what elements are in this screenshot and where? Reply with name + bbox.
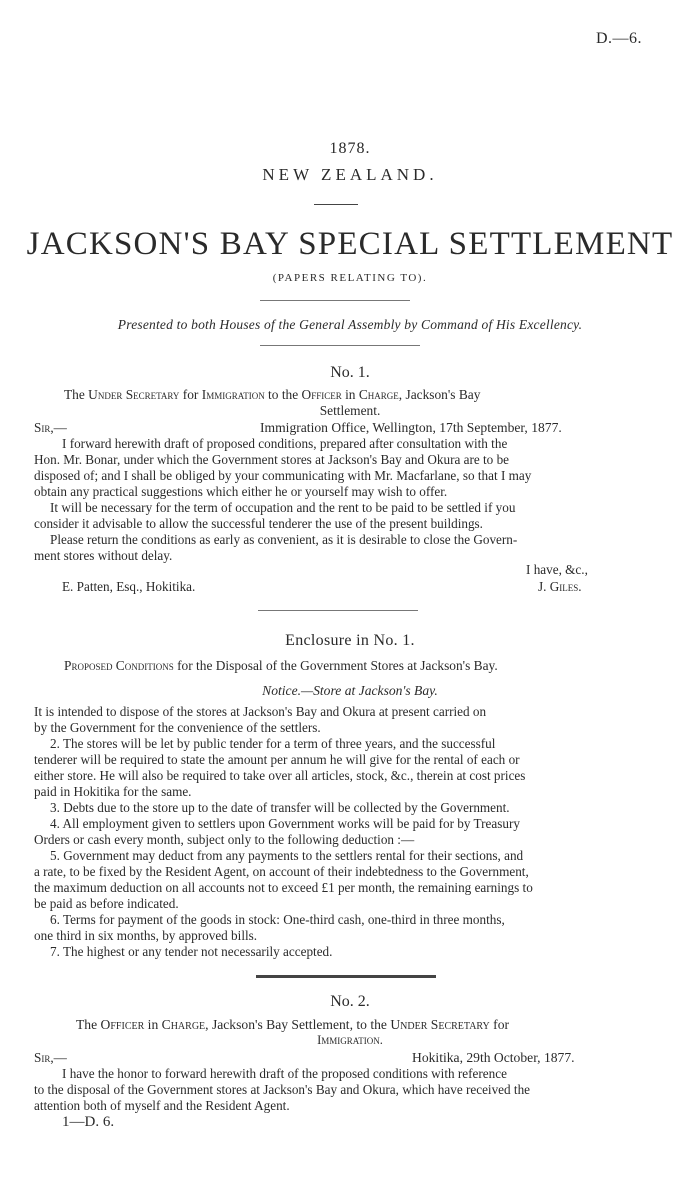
closing: I have, &c., [526, 562, 588, 577]
enclosure-line: one third in six months, by approved bills. [34, 928, 258, 943]
enclosure-heading: Enclosure in No. 1. [285, 632, 415, 649]
letter-heading-continued: Immigration. [317, 1033, 383, 1047]
enclosure-line: 5. Government may deduct from any payments to the settlers rental for their sections, and [50, 848, 524, 863]
document-title: JACKSON'S BAY SPECIAL SETTLEMENT [26, 226, 674, 262]
enclosure-line: 3. Debts due to the store up to the date of transfer will be collected by the Government. [50, 800, 510, 815]
enclosure-line: paid in Hokitika for the same. [34, 784, 192, 799]
enclosure-line: either store. He will also be required to take over all articles, stock, &c., therein at cost prices [34, 768, 526, 783]
letter-line: to the disposal of the Government stores at Jackson's Bay and Okura, which have received the [34, 1082, 531, 1097]
enclosure-line: Orders or cash every month, subject only to the following deduction :— [34, 832, 415, 847]
letter-line: obtain any practical suggestions which either he or yourself may wish to offer. [34, 484, 448, 499]
enclosure-line: be paid as before indicated. [34, 896, 179, 911]
salutation: Sir,— [34, 420, 67, 435]
letter-line: It will be necessary for the term of occupation and the rent to be paid to be settled if you [50, 500, 516, 515]
enclosure-line: a rate, to be fixed by the Resident Agent, on account of their indebtedness to the Government, [34, 864, 529, 879]
divider [260, 345, 420, 346]
document-subtitle: (PAPERS RELATING TO). [272, 272, 428, 284]
page-reference: D.—6. [595, 30, 642, 47]
enclosure-line: the maximum deduction on all accounts not to exceed £1 per month, the remaining earnings to [34, 880, 533, 895]
letter-line: I forward herewith draft of proposed conditions, prepared after consultation with the [62, 436, 508, 451]
letter-line: ment stores without delay. [34, 548, 173, 563]
letter-line: I have the honor to forward herewith draft of the proposed conditions with reference [62, 1066, 507, 1081]
enclosure-line: tenderer will be required to state the amount per annum he will give for the rental of each or [34, 752, 520, 767]
thick-divider [256, 975, 436, 978]
enclosure-line: 7. The highest or any tender not necessarily accepted. [50, 944, 333, 959]
letter-number: No. 2. [330, 993, 370, 1010]
letter-line: attention both of myself and the Resident Agent. [34, 1098, 290, 1113]
place-date: Hokitika, 29th October, 1877. [412, 1050, 575, 1065]
enclosure-line: It is intended to dispose of the stores at Jackson's Bay and Okura at present carried on [34, 704, 487, 719]
country: NEW ZEALAND. [262, 165, 438, 184]
signature: J. Giles. [538, 579, 582, 594]
letter-heading-continued: Settlement. [319, 403, 381, 418]
year: 1878. [329, 140, 371, 157]
enclosure-title: Proposed Conditions for the Disposal of the Government Stores at Jackson's Bay. [64, 658, 498, 673]
enclosure-line: 4. All employment given to settlers upon Government works will be paid for by Treasury [50, 816, 520, 831]
enclosure-line: 6. Terms for payment of the goods in stock: One-third cash, one-third in three months, [50, 912, 505, 927]
place-date: Immigration Office, Wellington, 17th September, 1877. [260, 420, 562, 435]
letter-line: Please return the conditions as early as convenient, as it is desirable to close the Govern- [50, 532, 518, 547]
addressee: E. Patten, Esq., Hokitika. [62, 579, 196, 594]
letter-line: Hon. Mr. Bonar, under which the Government stores at Jackson's Bay and Okura are to be [34, 452, 510, 467]
letter-line: disposed of; and I shall be obliged by your communicating with Mr. Macfarlane, so that I may [34, 468, 532, 483]
divider [258, 610, 418, 611]
enclosure-line: 2. The stores will be let by public tender for a term of three years, and the successful [50, 736, 496, 751]
enclosure-line: by the Government for the convenience of the settlers. [34, 720, 321, 735]
letter-heading: The Under Secretary for Immigration to the Officer in Charge, Jackson's Bay [64, 387, 481, 402]
letter-heading: The Officer in Charge, Jackson's Bay Settlement, to the Under Secretary for [76, 1017, 510, 1032]
short-divider [314, 204, 358, 205]
signature-mark: 1—D. 6. [62, 1114, 115, 1130]
divider [260, 300, 410, 301]
salutation: Sir,— [34, 1050, 67, 1065]
letter-line: consider it advisable to allow the successful tenderer the use of the present buildings. [34, 516, 483, 531]
presented-line: Presented to both Houses of the General Assembly by Command of His Excellency. [117, 317, 583, 332]
letter-number: No. 1. [330, 364, 370, 381]
notice-line: Notice.—Store at Jackson's Bay. [262, 683, 438, 698]
